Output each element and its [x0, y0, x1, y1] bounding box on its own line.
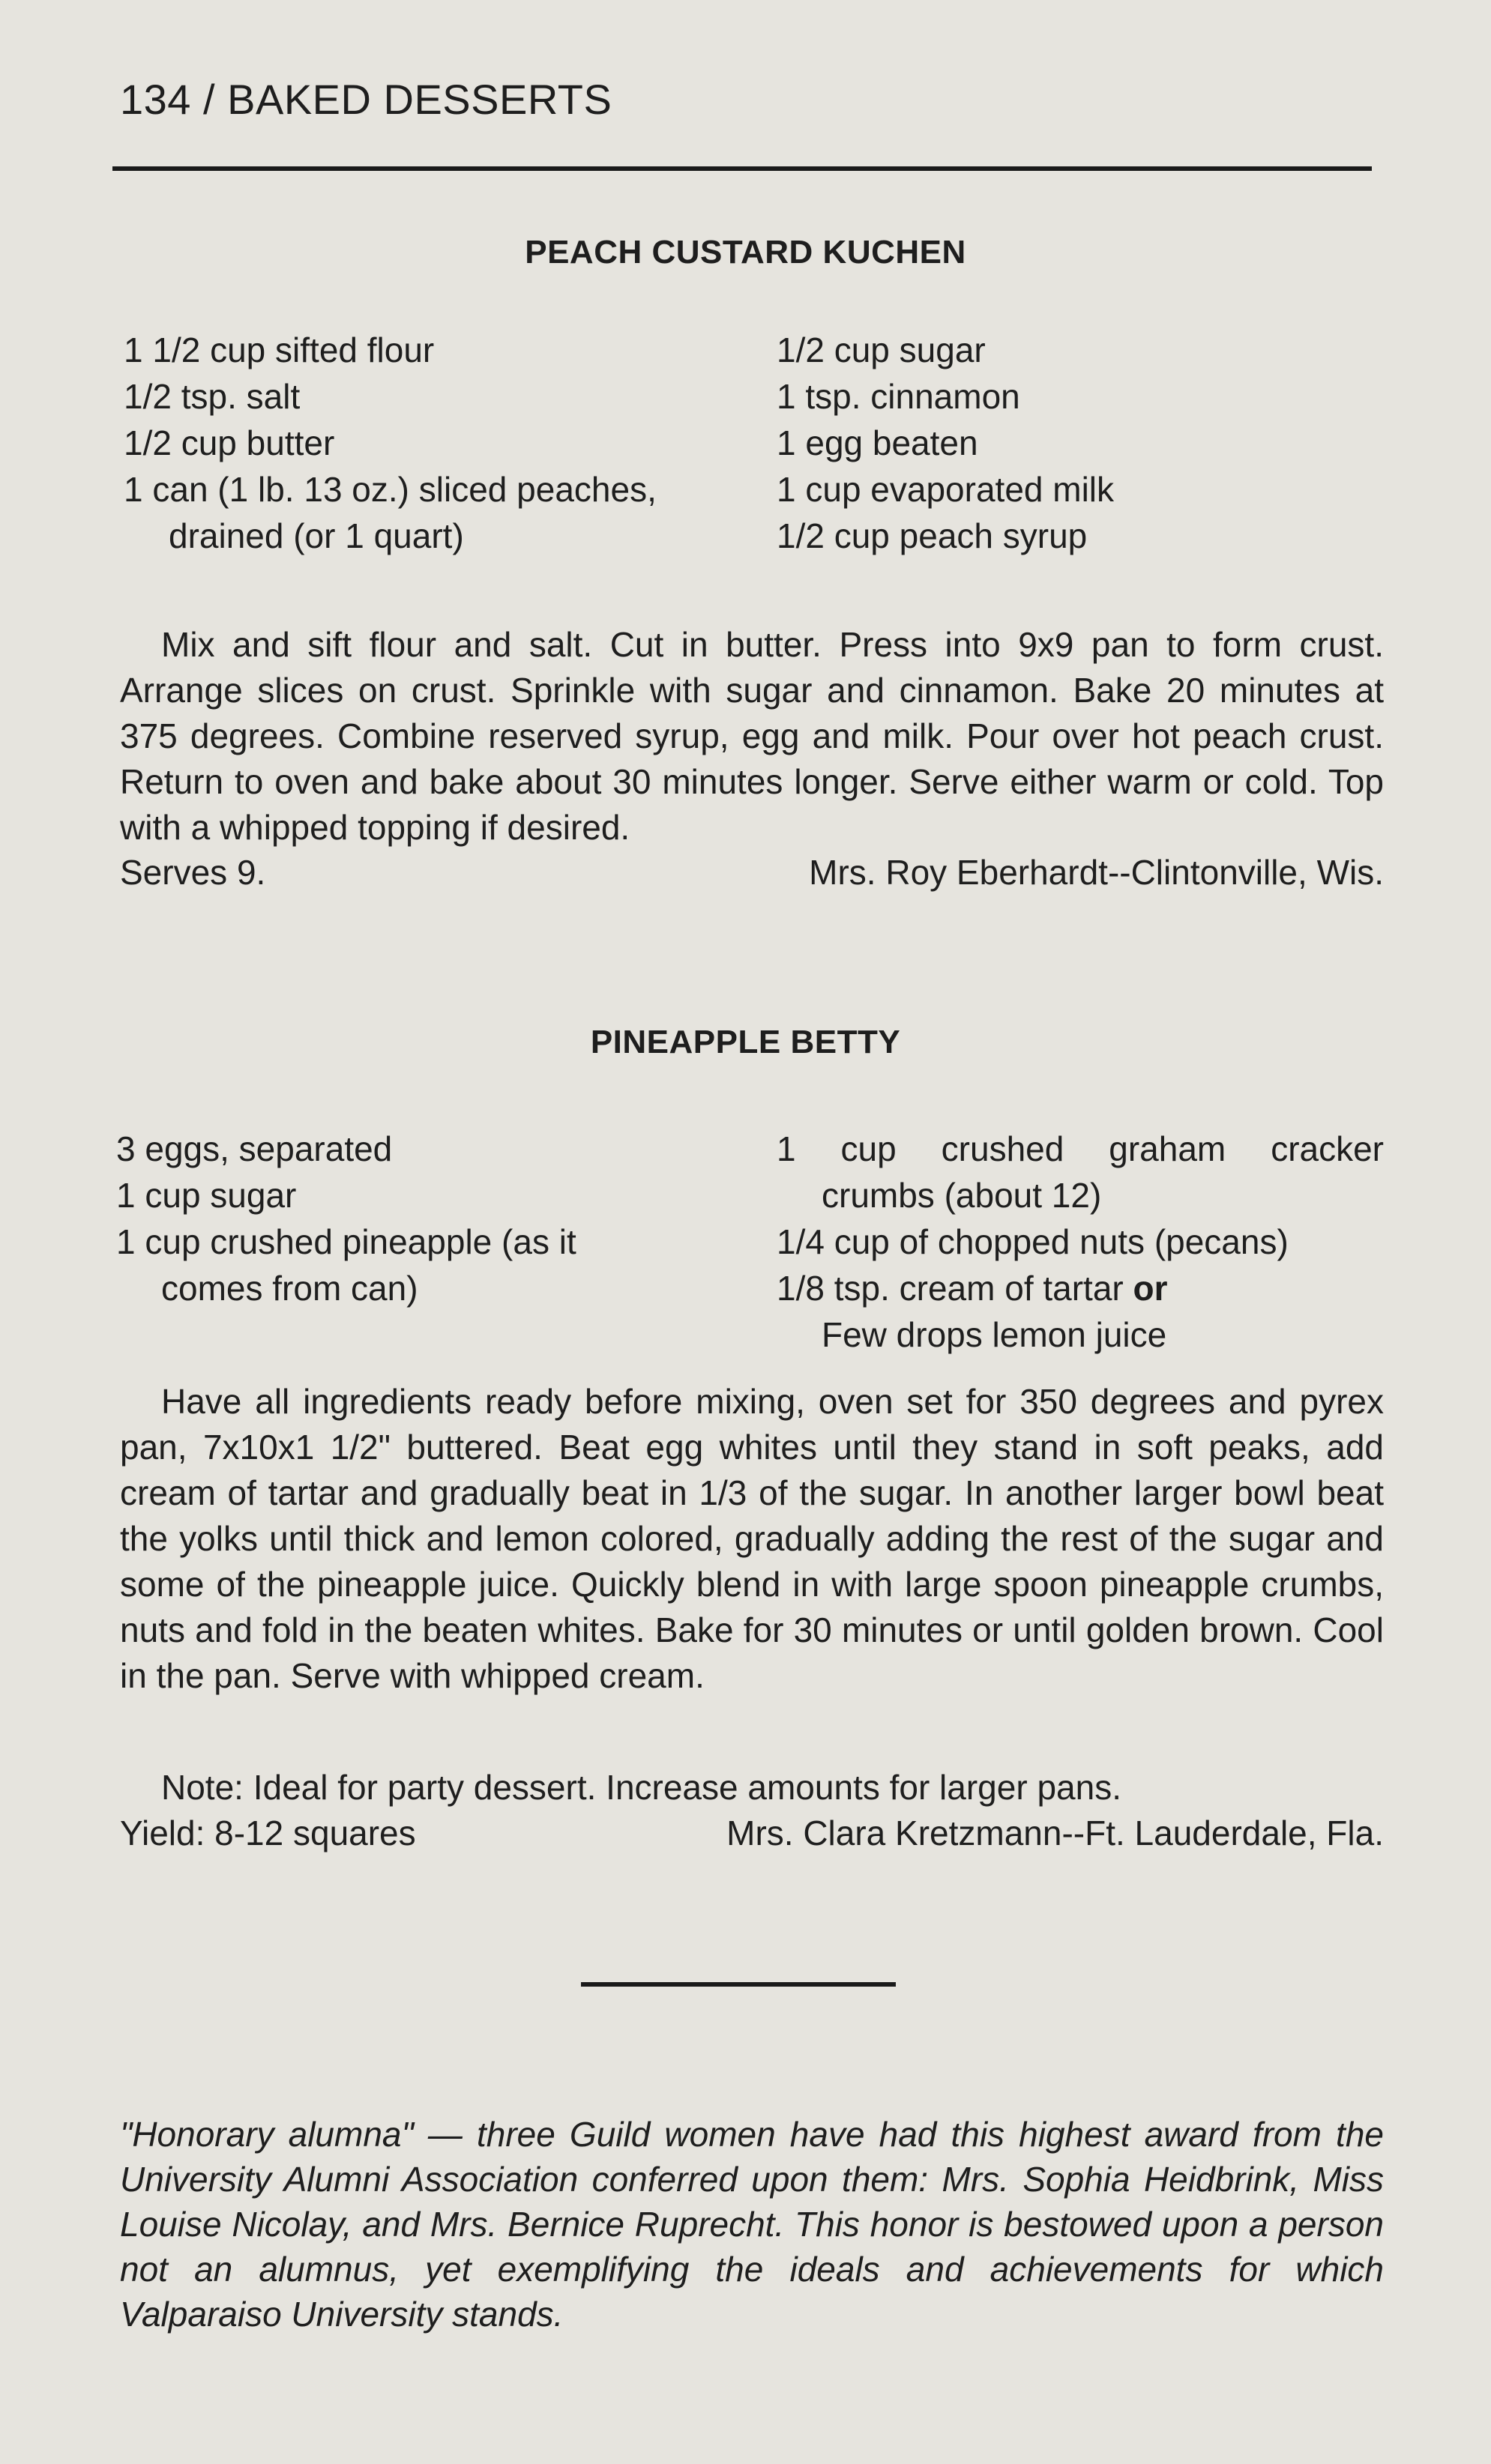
- ingredient-item: 1 tsp. cinnamon: [777, 377, 1020, 416]
- ingredient-item: [777, 1265, 1384, 1311]
- ingredient-item: drained (or 1 quart): [169, 516, 464, 555]
- ingredients-left-column: [116, 1126, 576, 1311]
- footnote-honorary-alumna: "Honorary alumna" — three Guild women have had this highest award from the University Alumni Association conferred upon them: Mrs. Sophia Heidbrink, Miss Louise Nicolay, and Mrs. Bernice Ruprecht. This honor is bestowed upon a person not an alumnus, yet exemplifying the ideals and achievements for which Valparaiso University stands.: [120, 2115, 1384, 2334]
- ingredient-item: Few drops lemon juice: [822, 1315, 1167, 1354]
- ingredient-item: 1 can (1 lb. 13 oz.) sliced peaches,: [124, 470, 657, 509]
- section-divider: [581, 1982, 896, 1987]
- recipe-author: Mrs. Roy Eberhardt--Clintonville, Wis.: [809, 853, 1384, 892]
- ingredient-item: 1/2 cup sugar: [777, 330, 986, 369]
- recipe-title-pineapple-betty: PINEAPPLE BETTY: [590, 1024, 901, 1060]
- recipe-directions: [120, 622, 1384, 851]
- recipe-yield: Yield: 8-12 squares: [120, 1814, 416, 1852]
- ingredient-item: crumbs (about 12): [822, 1176, 1102, 1215]
- ingredient-item: 3 eggs, separated: [116, 1129, 393, 1168]
- ingredient-item: 1 cup sugar: [116, 1176, 297, 1215]
- directions-text: Mix and sift flour and salt. Cut in butter. Press into 9x9 pan to form crust. Arrange slices on crust. Sprinkle with sugar and cinnamon. Bake 20 minutes at 375 degrees. Combine reserved syrup, egg and milk. Pour over hot peach crust. Return to oven and bake about 30 minutes longer. Serve either warm or cold. Top with a whipped topping if desired.: [120, 625, 1384, 847]
- recipe-signature-row: [120, 1811, 1384, 1856]
- ingredient-item: 1 cup evaporated milk: [777, 470, 1115, 509]
- note-text: Note: Ideal for party dessert. Increase amounts for larger pans.: [161, 1768, 1121, 1807]
- ingredients-right-column: [777, 1126, 1384, 1358]
- recipe-directions: [120, 1379, 1384, 1699]
- header-rule: [112, 166, 1372, 171]
- page-header: 134 / BAKED DESSERTS: [120, 76, 612, 123]
- recipe-note: [120, 1765, 1384, 1811]
- ingredient-item: 1 cup crushed pineapple (as it: [116, 1222, 576, 1261]
- ingredient-item: comes from can): [161, 1269, 418, 1308]
- ingredient-item: 1/4 cup of chopped nuts (pecans): [777, 1222, 1289, 1261]
- recipe-author: Mrs. Clara Kretzmann--Ft. Lauderdale, Fla.: [726, 1814, 1384, 1852]
- recipe-title-peach-custard-kuchen: PEACH CUSTARD KUCHEN: [525, 234, 966, 271]
- ingredient-item: 1 egg beaten: [777, 423, 978, 462]
- ingredient-text: 1/8 tsp. cream of tartar: [777, 1269, 1124, 1308]
- directions-text: Have all ingredients ready before mixing, oven set for 350 degrees and pyrex pan, 7x10x1 1/2" buttered. Beat egg whites until they stand in soft peaks, add cream of tartar and gradually beat in 1/3 of the sugar. In another larger bowl beat the yolks until thick and lemon colored, gradually adding the rest of the sugar and some of the pineapple juice. Quickly blend in with large spoon pineapple crumbs, nuts and fold in the beaten whites. Bake for 30 minutes or until golden brown. Cool in the pan. Serve with whipped cream.: [120, 1382, 1384, 1695]
- servings: Serves 9.: [120, 853, 266, 892]
- or-conjunction: or: [1133, 1269, 1168, 1308]
- ingredients-right-column: [777, 327, 1114, 559]
- ingredient-item: 1/2 cup peach syrup: [777, 516, 1088, 555]
- recipe-signature-row: [120, 850, 1384, 896]
- ingredients-left-column: [124, 327, 657, 559]
- ingredient-item: 1/2 tsp. salt: [124, 377, 301, 416]
- ingredient-item: 1/2 cup butter: [124, 423, 335, 462]
- ingredient-item: 1 cup crushed graham cracker: [777, 1129, 1384, 1168]
- ingredient-item: 1 1/2 cup sifted flour: [124, 330, 435, 369]
